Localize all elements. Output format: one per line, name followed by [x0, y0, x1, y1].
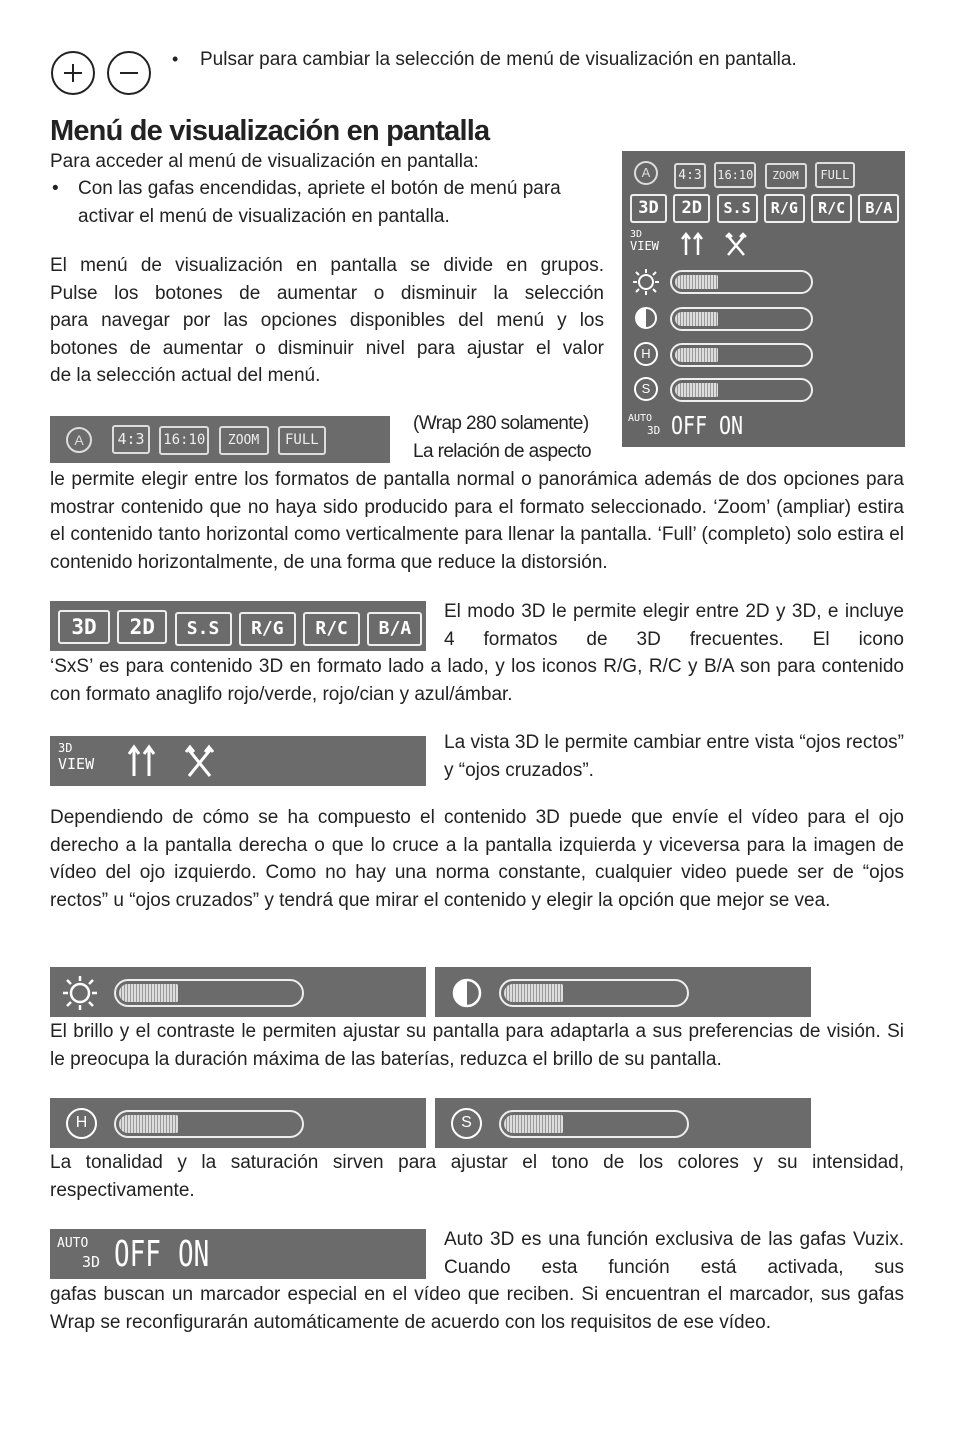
hue-icon: H [634, 342, 658, 366]
hue-body: La tonalidad y la saturación sirven para ajustar el tono de los colores y su intensidad, respectivamente. [50, 1152, 904, 1201]
contrast-fill [675, 312, 718, 326]
hue-slider[interactable] [670, 343, 813, 367]
brightness-fill [119, 984, 178, 1002]
aspect-option[interactable]: 16:10 [714, 162, 756, 188]
aspect-option[interactable]: FULL [278, 426, 326, 455]
osd-saturation-strip [435, 1098, 811, 1148]
groups-line: para navegar por las opciones disponibles del menú y los [50, 310, 604, 331]
osd-menu-full [622, 151, 905, 447]
auto-label-bottom: 3D [82, 1253, 101, 1271]
hue-fill [675, 348, 718, 362]
brightness-slider[interactable] [114, 979, 304, 1007]
osd-aspect-strip [50, 416, 390, 463]
contrast-icon [451, 977, 483, 1009]
mode-option[interactable]: R/G [239, 612, 296, 646]
mode-option[interactable]: S.S [717, 194, 758, 223]
mode-option[interactable]: 2D [673, 194, 710, 223]
mode3d-body: ‘SxS’ es para contenido 3D en formato lado a lado, y los iconos R/G, R/C y B/A son para contenido con formato anaglifo rojo/verde, rojo/cian y azul/ámbar. [50, 656, 904, 705]
brightness-slider[interactable] [670, 270, 813, 294]
mode3d-side: El modo 3D le permite elegir entre 2D y 3D, e incluye 4 formatos de 3D frecuentes. El icono [444, 601, 904, 650]
access-bullet-2: activar el menú de visualización en pantalla. [78, 206, 450, 227]
saturation-slider[interactable] [499, 1110, 689, 1138]
mode-option[interactable]: R/C [303, 612, 360, 646]
aspect-options [674, 160, 855, 189]
mode-option[interactable]: 2D [117, 610, 167, 644]
view3d-side: La vista 3D le permite cambiar entre vista “ojos rectos” y “ojos cruzados”. [444, 732, 904, 781]
view-label-top: 3D [58, 741, 73, 755]
aspect-option[interactable]: 4:3 [112, 425, 150, 454]
aspect-side-1: (Wrap 280 solamente) [413, 413, 589, 434]
contrast-slider[interactable] [499, 979, 689, 1007]
aspect-option[interactable]: FULL [815, 162, 855, 188]
aspect-icon: A [634, 161, 658, 185]
osd-view-strip [50, 736, 426, 786]
auto3d-body: gafas buscan un marcador especial en el vídeo que reciben. Si encuentran el marcador, sus gafas Wrap se reconfigurarán automáticamente de acuerdo con los requisitos de ese vídeo. [50, 1284, 904, 1333]
aspect-body: le permite elegir entre los formatos de pantalla normal o panorámica además de dos opciones para mostrar contenido que no haya sido producido para el formato seleccionado. ‘Zoom’ (ampliar) estira el contenido tanto horizontal como verticalmente para llenar la pantalla. ‘Full’ (completo) solo estira el contenido horizontalmente, de una forma que reduce la distorsión. [50, 469, 904, 573]
auto-on-option[interactable]: ON [719, 411, 744, 440]
hue-icon: H [66, 1108, 97, 1139]
osd-brightness-strip [50, 967, 426, 1017]
groups-line: botones de aumentar o disminuir nivel para ajustar el valor [50, 337, 604, 359]
access-line: Para acceder al menú de visualización en pantalla: [50, 151, 479, 172]
contrast-icon [633, 305, 659, 331]
mode-option[interactable]: 3D [58, 610, 110, 644]
view-label-top: 3D [630, 229, 643, 240]
osd-hue-strip [50, 1098, 426, 1148]
groups-line: El menú de visualización en pantalla se divide en grupos. [50, 255, 604, 276]
view3d-body: Dependiendo de cómo se ha compuesto el contenido 3D puede que envíe el vídeo para el ojo derecho a la pantalla derecha o que lo cruce a la pantalla izquierda y viceversa para la imagen de vídeo del ojo izquierdo. Como no hay una norma constante, cualquier video puede ser de “ojos rectos” u “ojos cruzados” y tendrá que mirar el contenido y elegir la opción que mejor se vea. [50, 807, 904, 911]
aspect-icon: A [66, 427, 92, 453]
saturation-fill [675, 383, 718, 397]
saturation-icon: S [634, 377, 658, 401]
minus-icon [109, 53, 149, 93]
brightness-icon [62, 975, 98, 1011]
auto-off-option[interactable]: OFF [114, 1234, 161, 1275]
mode-option[interactable]: B/A [858, 194, 899, 223]
bullet-marker: • [172, 49, 179, 69]
section-title: Menú de visualización en pantalla [50, 115, 490, 147]
mode-options [630, 194, 899, 223]
crossed-eyes-icon [184, 744, 216, 778]
osd-contrast-strip [435, 967, 811, 1017]
auto-off-option[interactable]: OFF [671, 411, 708, 440]
aspect-option[interactable]: ZOOM [219, 426, 269, 455]
straight-eyes-icon [680, 231, 706, 257]
mode-option[interactable]: R/C [811, 194, 852, 223]
auto3d-side: Auto 3D es una función exclusiva de las gafas Vuzix. Cuando esta función está activada, sus [444, 1229, 904, 1278]
brightness-body: El brillo y el contraste le permiten ajustar su pantalla para adaptarla a sus preferencias de visión. Si le preocupa la duración máxima de las baterías, reduzca el brillo de su pantalla. [50, 1021, 904, 1070]
auto-label-top: AUTO [57, 1236, 89, 1251]
hue-slider[interactable] [114, 1110, 304, 1138]
mode-option[interactable]: 3D [630, 194, 667, 223]
mode-options [58, 610, 422, 646]
crossed-eyes-icon [724, 231, 750, 257]
plus-icon [53, 53, 93, 93]
view-label-bottom: VIEW [630, 239, 659, 253]
contrast-slider[interactable] [670, 307, 813, 331]
access-bullet-1: Con las gafas encendidas, apriete el botón de menú para [78, 178, 561, 199]
hue-fill [119, 1115, 178, 1133]
straight-eyes-icon [126, 744, 158, 778]
intro-bullet-text: Pulsar para cambiar la selección de menú de visualización en pantalla. [200, 49, 797, 70]
mode-option[interactable]: R/G [764, 194, 805, 223]
aspect-options [112, 425, 326, 455]
view-label-bottom: VIEW [58, 755, 95, 773]
bullet-marker: • [52, 178, 59, 199]
mode-option[interactable]: B/A [367, 612, 422, 646]
auto-label-top: AUTO [628, 413, 653, 424]
groups-paragraph [50, 252, 604, 390]
decrease-button[interactable] [107, 51, 151, 95]
osd-auto3d-strip [50, 1229, 426, 1279]
brightness-icon [632, 268, 660, 296]
osd-mode-strip [50, 601, 426, 651]
saturation-icon: S [451, 1108, 482, 1139]
groups-line: de la selección actual del menú. [50, 365, 321, 386]
auto-label-bottom: 3D [647, 424, 661, 437]
aspect-option[interactable]: 4:3 [674, 163, 706, 189]
increase-button[interactable] [51, 51, 95, 95]
saturation-fill [504, 1115, 563, 1133]
mode-option[interactable]: S.S [175, 612, 232, 646]
auto-on-option[interactable]: ON [178, 1234, 210, 1275]
saturation-slider[interactable] [670, 378, 813, 402]
groups-line: Pulse los botones de aumentar o disminuir la selección [50, 282, 604, 304]
aspect-side-2: La relación de aspecto [413, 441, 591, 462]
aspect-option[interactable]: 16:10 [159, 426, 209, 455]
contrast-fill [504, 984, 563, 1002]
brightness-fill [675, 275, 718, 289]
aspect-option[interactable]: ZOOM [765, 163, 807, 189]
